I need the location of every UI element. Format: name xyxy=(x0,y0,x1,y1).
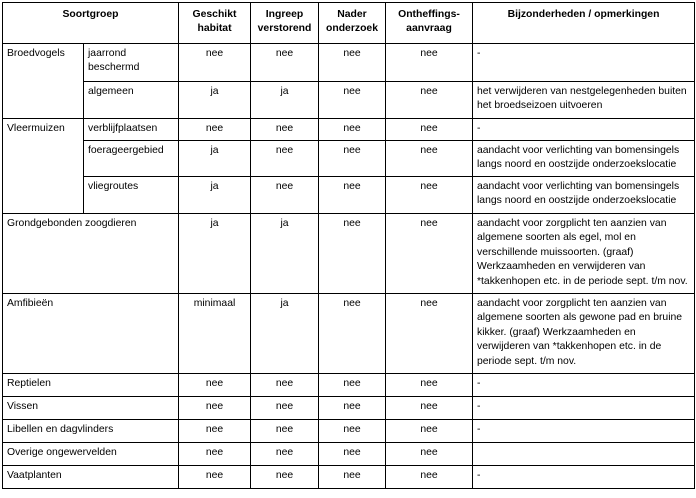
cell-note: - xyxy=(473,397,695,420)
cell-ingreep: nee xyxy=(251,141,319,177)
subgroup-label: algemeen xyxy=(84,82,179,119)
cell-geschikt: nee xyxy=(179,420,251,443)
cell-nader: nee xyxy=(319,443,386,466)
cell-geschikt: nee xyxy=(179,443,251,466)
species-table xyxy=(2,2,695,489)
cell-note xyxy=(473,443,695,466)
group-reptielen: Reptielen xyxy=(3,374,179,397)
cell-ingreep: nee xyxy=(251,420,319,443)
table-row xyxy=(3,44,695,82)
cell-ontheffing: nee xyxy=(386,374,473,397)
cell-nader: nee xyxy=(319,177,386,214)
cell-nader: nee xyxy=(319,397,386,420)
group-vissen: Vissen xyxy=(3,397,179,420)
cell-geschikt: minimaal xyxy=(179,294,251,374)
subgroup-label: vliegroutes xyxy=(84,177,179,214)
cell-ingreep: nee xyxy=(251,466,319,489)
cell-ontheffing: nee xyxy=(386,443,473,466)
cell-ingreep: nee xyxy=(251,443,319,466)
table-row xyxy=(3,294,695,374)
cell-nader: nee xyxy=(319,141,386,177)
cell-ontheffing: nee xyxy=(386,44,473,82)
cell-geschikt: nee xyxy=(179,44,251,82)
cell-nader: nee xyxy=(319,466,386,489)
header-soortgroep: Soortgroep xyxy=(3,3,179,44)
cell-note: - xyxy=(473,374,695,397)
group-amfibieen: Amfibieën xyxy=(3,294,179,374)
table-row xyxy=(3,466,695,489)
cell-nader: nee xyxy=(319,82,386,119)
group-libellen-dagvlinders: Libellen en dagvlinders xyxy=(3,420,179,443)
table-row xyxy=(3,214,695,294)
cell-nader: nee xyxy=(319,119,386,141)
cell-ingreep: nee xyxy=(251,397,319,420)
cell-ingreep: nee xyxy=(251,119,319,141)
cell-ontheffing: nee xyxy=(386,119,473,141)
cell-geschikt: ja xyxy=(179,82,251,119)
header-bijzonderheden: Bijzonderheden / opmerkingen xyxy=(473,3,695,44)
cell-note: - xyxy=(473,44,695,82)
cell-geschikt: ja xyxy=(179,214,251,294)
table-row xyxy=(3,420,695,443)
group-vaatplanten: Vaatplanten xyxy=(3,466,179,489)
table-row xyxy=(3,141,695,177)
header-geschikt-habitat: Geschikt habitat xyxy=(179,3,251,44)
header-nader-onderzoek: Nader onderzoek xyxy=(319,3,386,44)
cell-note: aandacht voor zorgplicht ten aanzien van algemene soorten als gewone pad en bruine kikker. (graaf) Werkzaamheden en verwijderen van *takkenhopen etc. in de periode sept. t/m nov. xyxy=(473,294,695,374)
cell-ingreep: ja xyxy=(251,214,319,294)
cell-ingreep: ja xyxy=(251,294,319,374)
cell-ingreep: ja xyxy=(251,82,319,119)
cell-note: - xyxy=(473,119,695,141)
cell-geschikt: nee xyxy=(179,119,251,141)
cell-ontheffing: nee xyxy=(386,397,473,420)
header-ontheffingsaanvraag: Ontheffings-aanvraag xyxy=(386,3,473,44)
subgroup-label: foerageergebied xyxy=(84,141,179,177)
cell-nader: nee xyxy=(319,294,386,374)
cell-geschikt: ja xyxy=(179,177,251,214)
table-row xyxy=(3,397,695,420)
cell-nader: nee xyxy=(319,44,386,82)
cell-note: aandacht voor verlichting van bomensingels langs noord en oostzijde onderzoekslocatie xyxy=(473,141,695,177)
cell-ingreep: nee xyxy=(251,374,319,397)
table-row xyxy=(3,374,695,397)
cell-ontheffing: nee xyxy=(386,466,473,489)
header-row xyxy=(3,3,695,44)
table-row xyxy=(3,82,695,119)
table-row xyxy=(3,177,695,214)
cell-note: - xyxy=(473,466,695,489)
cell-ontheffing: nee xyxy=(386,82,473,119)
cell-ontheffing: nee xyxy=(386,294,473,374)
cell-note: aandacht voor verlichting van bomensingels langs noord en oostzijde onderzoekslocatie xyxy=(473,177,695,214)
cell-geschikt: nee xyxy=(179,374,251,397)
group-broedvogels: Broedvogels xyxy=(3,44,84,119)
cell-ingreep: nee xyxy=(251,177,319,214)
group-grondgebonden-zoogdieren: Grondgebonden zoogdieren xyxy=(3,214,179,294)
subgroup-label: verblijfplaatsen xyxy=(84,119,179,141)
header-ingreep-verstorend: Ingreep verstorend xyxy=(251,3,319,44)
cell-ontheffing: nee xyxy=(386,177,473,214)
cell-note: aandacht voor zorgplicht ten aanzien van algemene soorten als egel, mol en verschillende muissoorten. (graaf) Werkzaamheden en verwijderen van *takkenhopen etc. in de periode sept. t/m nov. xyxy=(473,214,695,294)
subgroup-label: jaarrond beschermd xyxy=(84,44,179,82)
group-overige-ongewervelden: Overige ongewervelden xyxy=(3,443,179,466)
cell-note: het verwijderen van nestgelegenheden buiten het broedseizoen uitvoeren xyxy=(473,82,695,119)
table-row xyxy=(3,119,695,141)
cell-geschikt: nee xyxy=(179,397,251,420)
cell-nader: nee xyxy=(319,420,386,443)
cell-nader: nee xyxy=(319,374,386,397)
cell-ontheffing: nee xyxy=(386,141,473,177)
cell-nader: nee xyxy=(319,214,386,294)
cell-ingreep: nee xyxy=(251,44,319,82)
cell-geschikt: nee xyxy=(179,466,251,489)
cell-ontheffing: nee xyxy=(386,214,473,294)
table-row xyxy=(3,443,695,466)
group-vleermuizen: Vleermuizen xyxy=(3,119,84,214)
cell-ontheffing: nee xyxy=(386,420,473,443)
cell-geschikt: ja xyxy=(179,141,251,177)
cell-note: - xyxy=(473,420,695,443)
